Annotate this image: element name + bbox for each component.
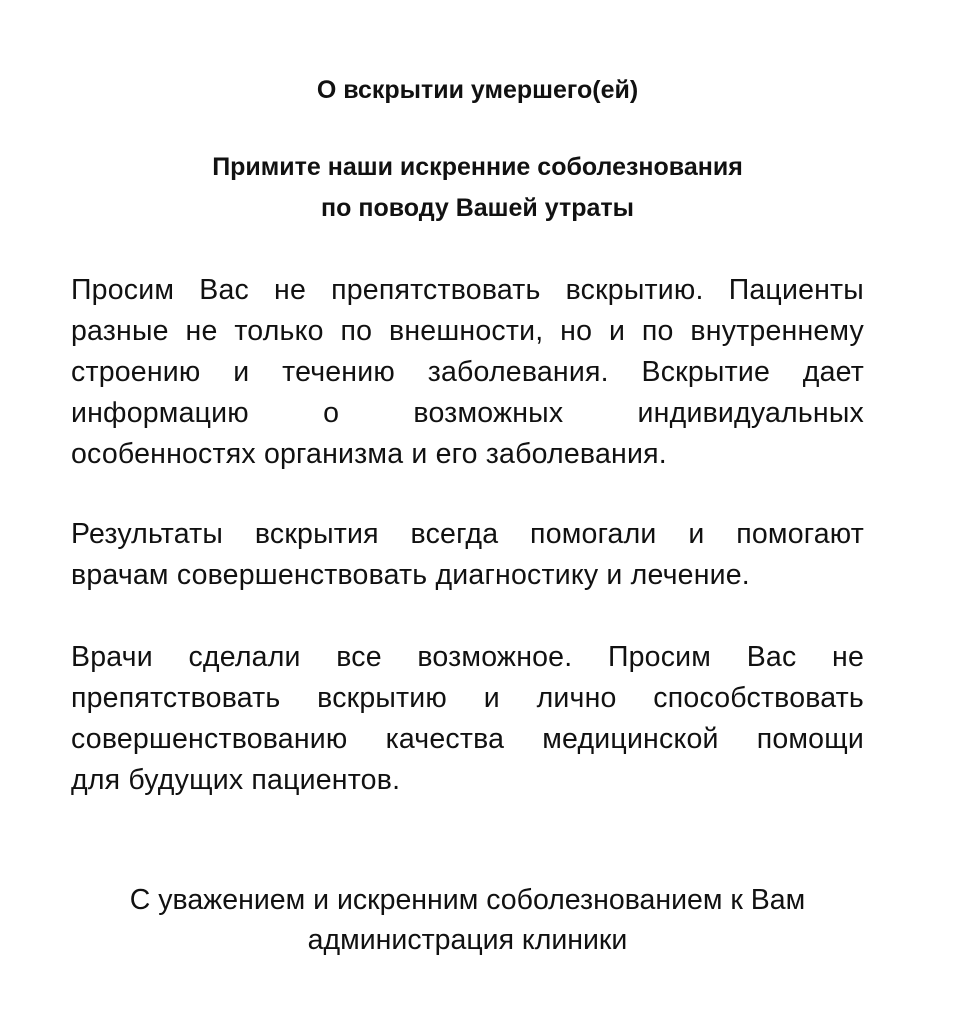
signature-line-1: С уважением и искренним соболезнованием к Вам: [129, 884, 806, 916]
signature-block: [0, 880, 935, 960]
paragraph-line: разные не только по внешности, но и по внутреннему: [71, 315, 864, 347]
signature-line-2: администрация клиники: [307, 924, 628, 956]
paragraph-line: Врачи сделали все возможное. Просим Вас не: [71, 641, 864, 673]
condolence-heading-line-2: по поводу Вашей утраты: [321, 194, 634, 222]
condolence-heading-line-1: Примите наши искренние соболезнования: [212, 153, 743, 181]
paragraph-line: информацию о возможных индивидуальных: [71, 397, 864, 429]
paragraph-line: Просим Вас не препятствовать вскрытию. Пациенты: [71, 274, 864, 306]
paragraph-doctors-effort: [71, 637, 864, 801]
paragraph-line: для будущих пациентов.: [71, 764, 401, 796]
condolence-heading: [0, 147, 955, 229]
paragraph-line: препятствовать вскрытию и лично способствовать: [71, 682, 864, 714]
paragraph-line: Результаты вскрытия всегда помогали и помогают: [71, 518, 864, 550]
paragraph-autopsy-request: [71, 270, 864, 475]
paragraph-line: совершенствованию качества медицинской помощи: [71, 723, 864, 755]
document-title: О вскрытии умершего(ей): [316, 76, 639, 104]
paragraph-line: врачам совершенствовать диагностику и лечение.: [71, 559, 750, 591]
paragraph-autopsy-results: [71, 514, 864, 596]
paragraph-line: особенностях организма и его заболевания.: [71, 438, 667, 470]
paragraph-line: строению и течению заболевания. Вскрытие дает: [71, 356, 864, 388]
